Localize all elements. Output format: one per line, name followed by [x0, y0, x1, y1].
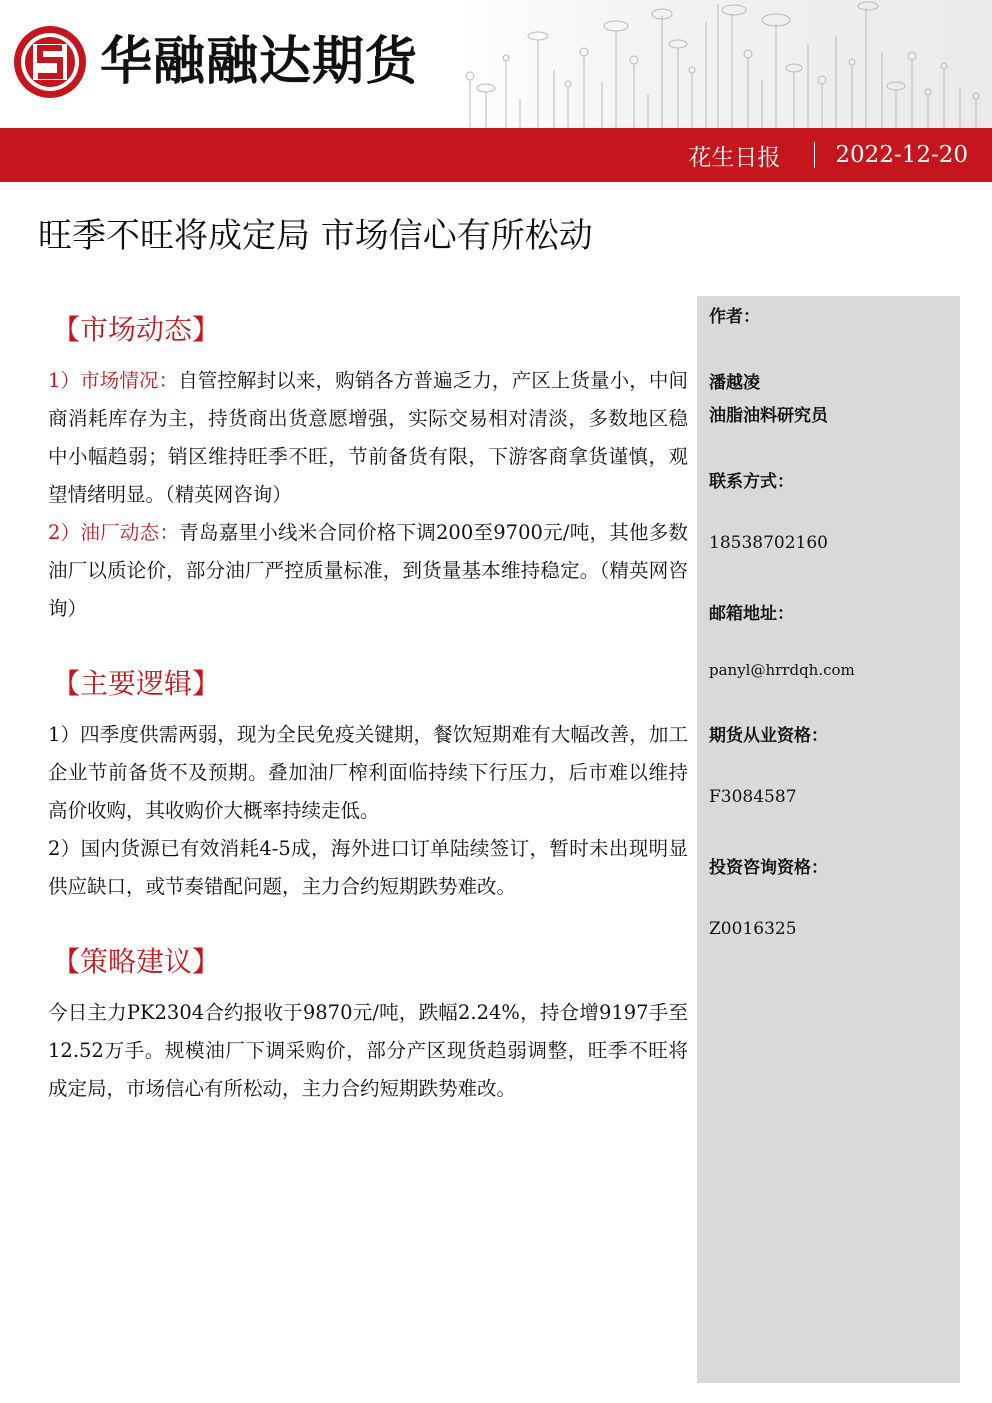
paragraph-body: 青岛嘉里小线米合同价格下调200至9700元/吨，其他多数油厂以质论价，部分油厂严控质量标准，到货量基本维持稳定。（精英网咨询） [48, 521, 688, 620]
section-heading: 【主要逻辑】 [52, 667, 221, 700]
paragraph [48, 514, 688, 628]
paragraph-lead: 2）油厂动态： [48, 521, 180, 544]
report-bar [0, 128, 992, 182]
author-label: 作者： [709, 307, 760, 327]
advisory-number: Z0016325 [709, 919, 797, 939]
section-heading: 【策略建议】 [52, 945, 221, 978]
bar-separator [814, 142, 815, 168]
section-heading: 【市场动态】 [52, 313, 221, 346]
paragraph: 今日主力PK2304合约报收于9870元/吨，跌幅2.24%，持仓增9197手至12.52万手。规模油厂下调采购价，部分产区现货趋弱调整，旺季不旺将成定局，市场信心有所松动，主力合约短期跌势难改。 [48, 1001, 688, 1100]
license-label: 期货从业资格： [709, 726, 828, 746]
section-strategy [48, 940, 688, 1108]
page-title: 旺季不旺将成定局 市场信心有所松动 [38, 216, 593, 256]
section-market [48, 308, 688, 628]
phone-number: 18538702160 [709, 533, 828, 553]
page-header [0, 0, 992, 128]
report-date: 2022-12-20 [835, 142, 968, 168]
author-sidebar [697, 296, 960, 1383]
email-label: 邮箱地址： [709, 604, 794, 624]
header-decoration [456, 0, 992, 128]
section-logic [48, 662, 688, 906]
paragraph [48, 362, 688, 514]
main-content [48, 308, 688, 1108]
license-number: F3084587 [709, 787, 797, 807]
huarong-logo-icon [12, 24, 88, 100]
email-address[interactable]: panyl@hrrdqh.com [709, 661, 855, 679]
paragraph-body: 自管控解封以来，购销各方普遍乏力，产区上货量小，中间商消耗库存为主，持货商出货意愿增强，实际交易相对清淡，多数地区稳中小幅趋弱；销区维持旺季不旺，节前备货有限，下游客商拿货谨慎，观望情绪明显。（精英网咨询） [48, 369, 688, 506]
contact-label: 联系方式： [709, 472, 794, 492]
author-title: 油脂油料研究员 [709, 406, 828, 426]
advisory-label: 投资咨询资格： [709, 858, 828, 878]
brand-name: 华融融达期货 [100, 32, 419, 92]
paragraph: 1）四季度供需两弱，现为全民免疫关键期，餐饮短期难有大幅改善，加工企业节前备货不及预期。叠加油厂榨利面临持续下行压力，后市难以维持高价收购，其收购价大概率持续走低。 [48, 723, 688, 822]
author-name: 潘越凌 [709, 373, 760, 393]
paragraph: 2）国内货源已有效消耗4-5成，海外进口订单陆续签订，暂时未出现明显供应缺口，或节奏错配问题，主力合约短期跌势难改。 [48, 837, 688, 898]
paragraph-lead: 1）市场情况： [48, 369, 179, 392]
report-type: 花生日报 [688, 144, 781, 171]
